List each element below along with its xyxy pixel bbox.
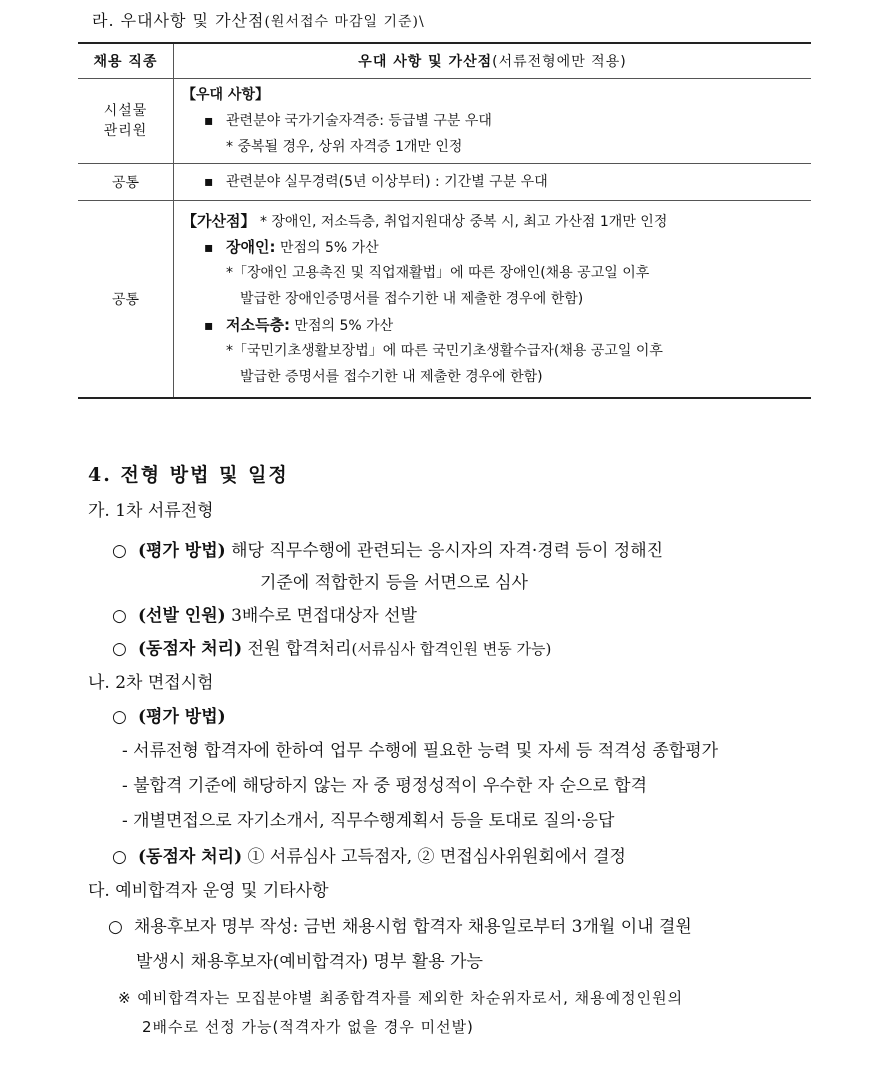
list-item-continuation: 기준에 적합한지 등을 서면으로 심사 [260,573,528,593]
list-item-note: 발급한 증명서를 접수기한 내 제출한 경우에 한함) [240,368,543,385]
list-item-continuation: 발생시 채용후보자(예비합격자) 명부 활용 가능 [136,952,483,972]
square-bullet-icon: ▪ [204,174,214,190]
circle-bullet-icon: ○ [108,917,123,937]
table-header-row [78,43,811,79]
subsection-heading-da: 다. 예비합격자 운영 및 기타사항 [88,881,329,901]
square-bullet-icon: ▪ [204,113,214,129]
preference-heading-suffix: (원서접수 마감일 기준)\ [264,14,425,30]
list-item: ○ (동점자 처리) ① 서류심사 고득점자, ② 면접심사위원회에서 결정 [112,847,626,867]
row-category: 공통 [78,164,174,201]
list-item: ▪ 관련분야 실무경력(5년 이상부터) : 기간별 구분 우대 [182,169,803,195]
category-facility-manager [78,101,173,141]
bonus-title: 【가산점】 * 장애인, 저소득층, 취업지원대상 중복 시, 최고 가산점 1개만 인정 [182,211,668,230]
list-item: ▪ 저소득층: 만점의 5% 가산 [182,312,803,338]
dash-item: - 불합격 기준에 해당하지 않는 자 중 평정성적이 우수한 자 순으로 합격 [122,776,648,796]
table-row [78,201,811,398]
circle-bullet-icon: ○ [112,639,127,659]
row-category: 공통 [78,201,174,398]
row-category [78,79,174,164]
category-line-1: 시설물 [103,103,148,119]
row-content [174,201,812,398]
reference-note: ※ 예비합격자는 모집분야별 최종합격자를 제외한 차순위자로서, 채용예정인원의 [118,989,684,1007]
list-item-note: 발급한 장애인증명서를 접수기한 내 제출한 경우에 한함) [240,290,584,307]
list-item: ○ (평가 방법) [112,707,226,727]
list-item: ▪ 장애인: 만점의 5% 가산 [182,234,803,260]
list-item: ○ (동점자 처리) 전원 합격처리(서류심사 합격인원 변동 가능) [112,639,552,659]
preference-heading-title: 라. 우대사항 및 가산점 [92,11,265,30]
row-content [174,164,812,201]
header-preference-note: (서류전형에만 적용) [492,54,627,70]
list-item-note: * 중복될 경우, 상위 자격증 1개만 인정 [226,139,463,155]
circle-bullet-icon: ○ [112,606,127,626]
list-item: ○ (선발 인원) 3배수로 면접대상자 선발 [112,606,417,626]
subsection-heading-ga: 가. 1차 서류전형 [88,501,214,521]
preference-title: 【우대 사항】 [182,87,269,103]
row-content [174,79,812,164]
reference-note-continuation: 2배수로 선정 가능(적격자가 없을 경우 미선발) [142,1018,474,1036]
list-item: ▪ 관련분야 국가기술자격증: 등급별 구분 우대 [182,108,803,134]
circle-bullet-icon: ○ [112,707,127,727]
preference-heading [92,8,425,31]
list-item-note: *「국민기초생활보장법」에 따른 국민기초생활수급자(채용 공고일 이후 [226,342,663,359]
header-preference-bold: 우대 사항 및 가산점 [358,54,493,70]
category-line-2: 관리원 [103,123,148,139]
list-item: ○ (평가 방법) 해당 직무수행에 관련되는 응시자의 자격·경력 등이 정해진 [112,541,664,561]
list-item: ○ 채용후보자 명부 작성: 금번 채용시험 합격자 채용일로부터 3개월 이내 결원 [108,917,692,937]
table-row [78,164,811,201]
table-row [78,79,811,164]
dash-item: - 서류전형 합격자에 한하여 업무 수행에 필요한 능력 및 자세 등 적격성 종합평가 [122,741,719,761]
list-item-note: *「장애인 고용촉진 및 직업재활법」에 따른 장애인(채용 공고일 이후 [226,264,650,281]
square-bullet-icon: ▪ [204,239,214,256]
subsection-heading-na: 나. 2차 면접시험 [88,673,214,693]
header-preference [174,43,812,79]
dash-item: - 개별면접으로 자기소개서, 직무수행계획서 등을 토대로 질의·응답 [122,811,615,831]
circle-bullet-icon: ○ [112,847,127,867]
preference-table [78,42,811,399]
header-job-type: 채용 직종 [78,43,174,79]
circle-bullet-icon: ○ [112,541,127,561]
square-bullet-icon: ▪ [204,317,214,334]
section-title: 4. 전형 방법 및 일정 [88,464,289,486]
